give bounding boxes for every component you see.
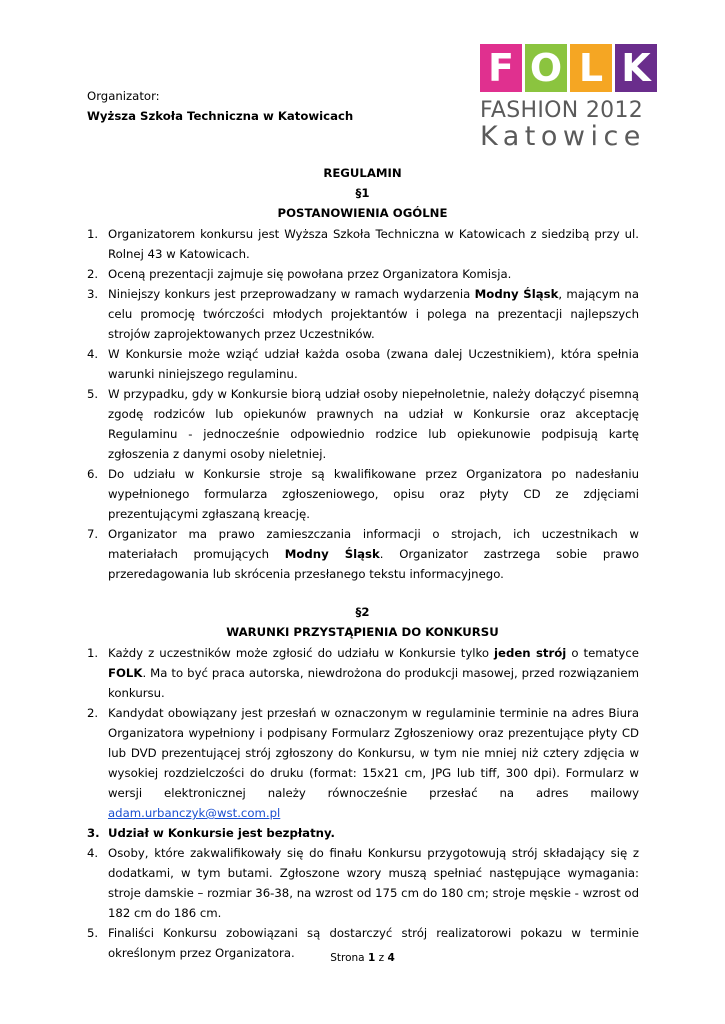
item-number: 2.: [87, 267, 99, 281]
section2-list: [87, 643, 639, 963]
list-item: [87, 384, 639, 464]
list-item: [87, 643, 639, 703]
document-title: REGULAMIN: [323, 166, 402, 180]
email-link[interactable]: adam.urbanczyk@wst.com.pl: [108, 806, 281, 820]
organizer-block: [87, 86, 353, 126]
item-number: 1.: [87, 227, 99, 241]
item-text: Oceną prezentacji zajmuje się powołana przez Organizatora Komisja.: [108, 267, 512, 281]
logo-katowice: Katowice: [480, 121, 646, 152]
organizer-name: Wyższa Szkoła Techniczna w Katowicach: [87, 109, 354, 123]
logo-letter-o: O: [525, 44, 567, 92]
list-item: [87, 524, 639, 584]
logo-letter-l: L: [570, 44, 612, 92]
item-text: Osoby, które zakwalifikowały się do finału Konkursu przygotowują strój składający się z dodatkami, w tym butami. Zgłoszone wzory muszą spełniać następujące wymagania: stroje damskie – rozmiar 36-38, na wzrost od 175 cm do 180 cm; stroje męskie - wzrost od 182 cm do 186 cm.: [108, 846, 639, 920]
logo-letter-k: K: [615, 44, 657, 92]
item-number: 1.: [87, 646, 99, 660]
section1-list: [87, 224, 639, 584]
item-text: Organizator ma prawo zamieszczania informacji o strojach, ich uczestnikach w materiałach promujących: [108, 527, 639, 561]
item-text: W przypadku, gdy w Konkursie biorą udział osoby niepełnoletnie, należy dołączyć pisemną zgodę rodziców lub opiekunów prawnych na udział w Konkursie oraz akceptację Regulaminu - jednocześnie odpowiednio rodzice lub opiekunowie podpisują kartę zgłoszenia z danymi osoby nieletniej.: [108, 387, 639, 461]
item-number: 7.: [87, 527, 99, 541]
list-item: [87, 703, 639, 823]
section2-para: §2: [355, 605, 370, 619]
item-text: Kandydat obowiązany jest przesłań w oznaczonym w regulaminie terminie na adres Biura Organizatora wypełniony i podpisany Formularz Zgłoszeniowy oraz prezentujące płyty CD lub DVD prezentującej strój zgłoszony do Konkursu, w tym nie mniej niż cztery zdjęcia w wysokiej rozdzielczości do druku (format: 15x21 cm, JPG lub tiff, 300 dpi). Formularz w wersji elektronicznej należy równocześnie przesłać na adres mailowy: [108, 706, 639, 800]
list-item: [87, 264, 639, 284]
item-number: 4.: [87, 846, 99, 860]
section2-heading: WARUNKI PRZYSTĄPIENIA DO KONKURSU: [226, 625, 499, 639]
logo-fashion-2012: FASHION 2012: [480, 98, 644, 123]
section1-para: §1: [355, 186, 370, 200]
section1-heading: POSTANOWIENIA OGÓLNE: [277, 206, 448, 220]
organizer-label: Organizator:: [87, 89, 160, 103]
item-text: . Organizator zastrzega sobie prawo przeredagowania lub skrócenia przesłanego tekstu informacyjnego.: [108, 547, 640, 581]
item-bold-text: Modny Śląsk: [284, 547, 380, 561]
item-bold-text: Modny Śląsk: [474, 287, 559, 301]
item-number: 3.: [87, 826, 100, 840]
logo-folk-letters: [480, 44, 670, 94]
item-text: o tematyce: [566, 646, 639, 660]
item-text: W Konkursie może wziąć udział każda osoba (zwana dalej Uczestnikiem), która spełnia warunki niniejszego regulaminu.: [108, 347, 639, 381]
folk-fashion-logo: [480, 44, 670, 160]
list-item: [87, 843, 639, 923]
logo-letter-f: F: [480, 44, 522, 92]
item-text: Organizatorem konkursu jest Wyższa Szkoła Techniczna w Katowicach z siedzibą przy ul. Rolnej 43 w Katowicach.: [108, 227, 639, 261]
item-text: , mającym na celu promocję twórczości młodych projektantów i polega na prezentacji najlepszych strojów zaprojektowanych przez Uczestników.: [108, 287, 640, 341]
footer-label: Strona: [330, 952, 365, 964]
item-text: . Ma to być praca autorska, niewdrożona do produkcji masowej, przed rozwiązaniem konkursu.: [108, 666, 639, 700]
list-item: [87, 344, 639, 384]
item-number: 5.: [87, 387, 99, 401]
footer-page-number: 1: [367, 952, 376, 964]
item-number: 5.: [87, 926, 99, 940]
list-item: [87, 284, 639, 344]
item-text: Finaliści Konkursu zobowiązani są dostarczyć strój realizatorowi pokazu w terminie określonym przez Organizatora.: [108, 926, 639, 960]
footer-of: z: [378, 952, 385, 964]
footer-page-total: 4: [387, 952, 395, 964]
item-text: Każdy z uczestników może zgłosić do udziału w Konkursie tylko: [108, 646, 495, 660]
item-number: 6.: [87, 467, 99, 481]
list-item: [87, 823, 639, 843]
item-number: 4.: [87, 347, 99, 361]
item-bold-text: jeden strój: [494, 646, 567, 660]
item-bold-text: Udział w Konkursie jest bezpłatny.: [108, 826, 335, 840]
list-item: [87, 224, 639, 264]
item-text: Niniejszy konkurs jest przeprowadzany w ramach wydarzenia: [108, 287, 475, 301]
item-text: Do udziału w Konkursie stroje są kwalifikowane przez Organizatora po nadesłaniu wypełnionego formularza zgłoszeniowego, opisu oraz płyty CD ze zdjęciami prezentującymi zgłaszaną kreację.: [108, 467, 639, 521]
item-number: 3.: [87, 287, 99, 301]
item-bold-text: FOLK: [108, 666, 143, 680]
item-number: 2.: [87, 706, 99, 720]
list-item: [87, 464, 639, 524]
page-footer: [0, 952, 725, 964]
